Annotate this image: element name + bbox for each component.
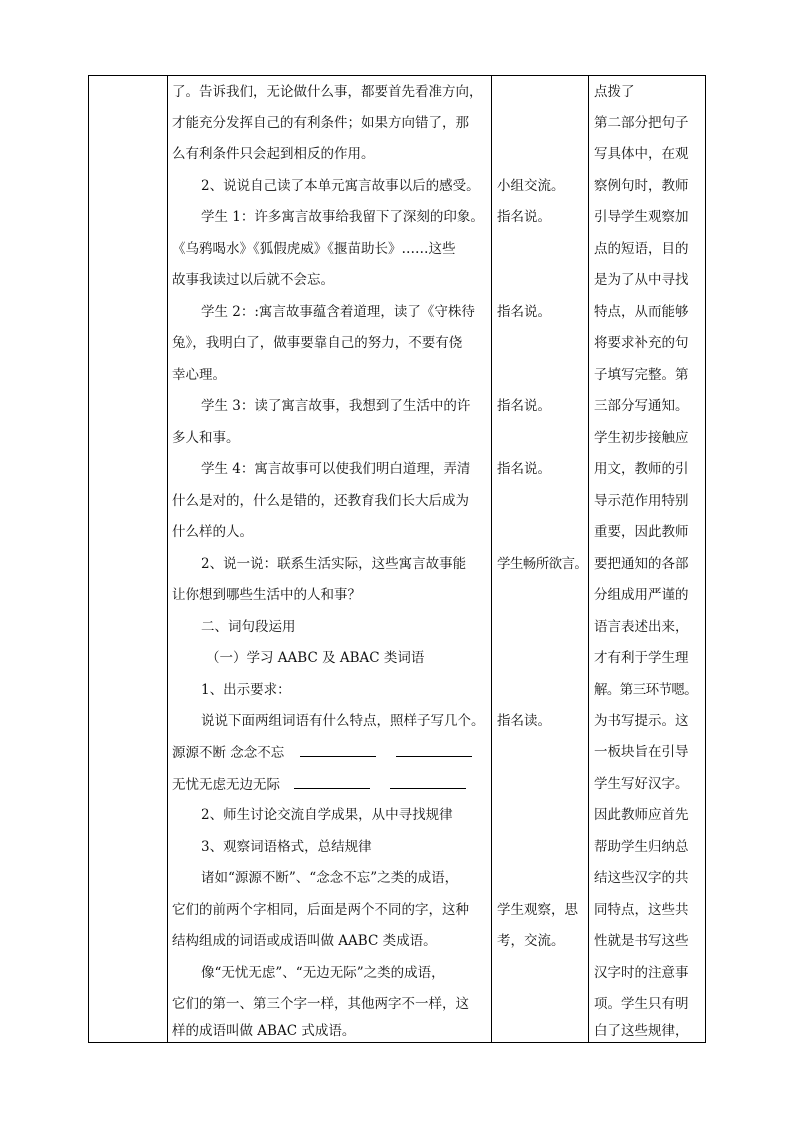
design-line: 点的短语，目的 [594, 241, 689, 257]
design-line: 是为了从中寻找 [594, 272, 689, 288]
content-line: 1、出示要求： [201, 682, 291, 698]
content-line: 《乌鸦喝水》《狐假虎威》《揠苗助长》……这些 [172, 241, 456, 257]
content-line: 幸心理。 [172, 367, 226, 383]
content-line: 二、词句段运用 [201, 619, 296, 635]
design-line: 汉字时的注意事 [594, 965, 689, 981]
design-line: 帮助学生归纳总 [594, 839, 689, 855]
design-line: 点拨了 [594, 84, 635, 100]
content-line: 什么样的人。 [172, 524, 253, 540]
design-line: 一板块旨在引导 [594, 744, 689, 760]
content-line: 故事我读过以后就不会忘。 [172, 272, 334, 288]
content-line: 它们的前两个字相同，后面是两个不同的字，这种 [172, 902, 469, 918]
content-line [172, 776, 466, 793]
content-line: （一）学习 AABC 及 ABAC 类词语 [206, 650, 425, 666]
activity-item: 学生观察，思 [497, 902, 578, 918]
activity-item: 学生畅所欲言。 [497, 556, 588, 572]
design-line: 重要，因此教师 [594, 524, 689, 540]
answer-blank[interactable] [396, 744, 472, 757]
content-line: 2、师生讨论交流自学成果，从中寻找规律 [201, 807, 453, 823]
content-line: 了。告诉我们，无论做什么事，都要首先看准方向， [172, 84, 483, 100]
answer-blank[interactable] [294, 776, 370, 789]
design-line: 察例句时，教师 [594, 178, 689, 194]
design-line: 写具体中，在观 [594, 146, 689, 162]
content-line: 样的成语叫做 ABAC 式成语。 [172, 1023, 356, 1039]
lesson-plan-table [88, 75, 706, 1043]
design-line: 项。学生只有明 [594, 996, 689, 1012]
column-divider-1 [167, 76, 168, 1042]
design-line: 学生初步接触应 [594, 430, 689, 446]
design-line: 才有利于学生理 [594, 650, 689, 666]
content-line: 学生 2：:寓言故事蕴含着道理，读了《守株待 [201, 304, 475, 320]
example-words-1: 源源不断 念念不忘 [172, 745, 285, 761]
content-line: 什么是对的，什么是错的，还教育我们长大后成为 [172, 493, 469, 509]
example-words-2: 无忧无虑无边无际 [172, 777, 280, 793]
design-line: 学生写好汉字。 [594, 776, 689, 792]
content-line: 学生 1：许多寓言故事给我留下了深刻的印象。 [201, 209, 484, 225]
content-line: 么有利条件只会起到相反的作用。 [172, 146, 375, 162]
design-line: 结这些汉字的共 [594, 870, 689, 886]
answer-blank[interactable] [390, 776, 466, 789]
design-line: 同特点，这些共 [594, 902, 689, 918]
activity-item: 指名说。 [497, 209, 551, 225]
content-line: 诸如“源源不断”、“念念不忘”之类的成语， [201, 870, 459, 886]
content-line: 学生 3：读了寓言故事，我想到了生活中的许 [201, 398, 471, 414]
design-line: 解。第三环节嗯。 [594, 682, 698, 698]
content-line [172, 744, 472, 761]
design-line: 语言表述出来， [594, 619, 689, 635]
content-line: 多人和事。 [172, 430, 240, 446]
content-line: 说说下面两组词语有什么特点，照样子写几个。 [201, 713, 485, 729]
activity-item: 指名说。 [497, 398, 551, 414]
design-line: 特点，从而能够 [594, 304, 689, 320]
content-line: 它们的第一、第三个字一样，其他两字不一样，这 [172, 996, 469, 1012]
content-line: 结构组成的词语或成语叫做 AABC 类成语。 [172, 933, 437, 949]
design-line: 第二部分把句子 [594, 115, 689, 131]
design-line: 分组成用严谨的 [594, 587, 689, 603]
answer-blank[interactable] [300, 744, 376, 757]
activity-item: 指名说。 [497, 461, 551, 477]
activity-item: 考，交流。 [497, 933, 565, 949]
content-line: 2、说说自己读了本单元寓言故事以后的感受。 [201, 178, 480, 194]
design-line: 为书写提示。这 [594, 713, 689, 729]
content-line: 兔》，我明白了，做事要靠自己的努力，不要有侥 [172, 335, 463, 351]
activity-item: 指名读。 [497, 713, 551, 729]
content-line: 像“无忧无虑”、“无边无际”之类的成语， [201, 965, 445, 981]
content-line: 2、说一说：联系生活实际，这些寓言故事能 [201, 556, 467, 572]
design-line: 性就是书写这些 [594, 933, 689, 949]
content-line: 才能充分发挥自己的有利条件；如果方向错了，那 [172, 115, 469, 131]
activity-item: 指名说。 [497, 304, 551, 320]
design-line: 引导学生观察加 [594, 209, 689, 225]
content-line: 3、观察词语格式，总结规律 [201, 839, 372, 855]
design-line: 将要求补充的句 [594, 335, 689, 351]
design-line: 因此教师应首先 [594, 807, 689, 823]
design-line: 子填写完整。第 [594, 367, 689, 383]
content-line: 学生 4：寓言故事可以使我们明白道理，弄清 [201, 461, 471, 477]
design-line: 要把通知的各部 [594, 556, 689, 572]
content-line: 让你想到哪些生活中的人和事？ [172, 587, 361, 603]
column-divider-2 [491, 76, 492, 1042]
activity-item: 小组交流。 [497, 178, 565, 194]
design-line: 白了这些规律， [594, 1023, 689, 1039]
design-line: 用文，教师的引 [594, 461, 689, 477]
design-line: 三部分写通知。 [594, 398, 689, 414]
design-line: 导示范作用特别 [594, 493, 689, 509]
column-divider-3 [588, 76, 589, 1042]
